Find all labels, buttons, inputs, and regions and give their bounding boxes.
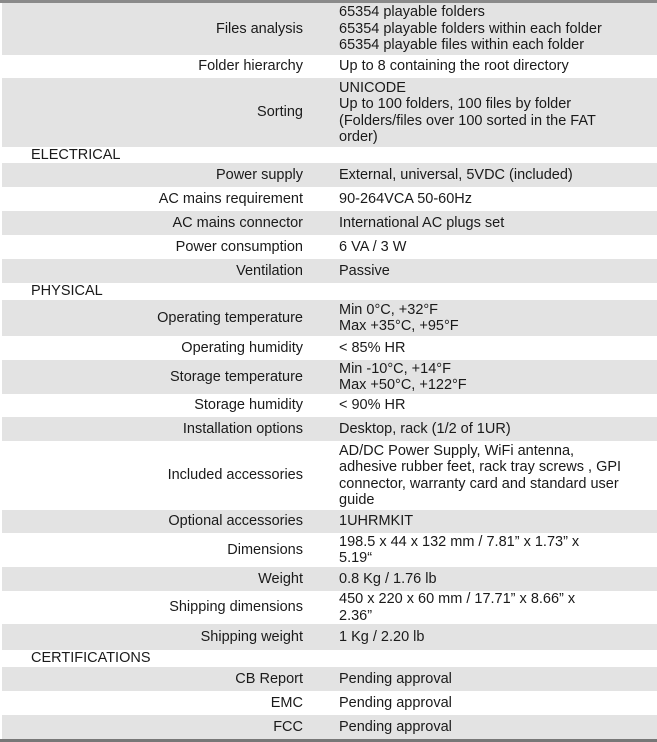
spec-label: Ventilation bbox=[236, 262, 303, 279]
spec-label: Folder hierarchy bbox=[198, 58, 303, 75]
spec-value bbox=[339, 4, 639, 54]
spec-value-line: Passive bbox=[339, 262, 390, 279]
spec-row bbox=[2, 55, 657, 78]
spec-label: AC mains requirement bbox=[158, 190, 303, 207]
spec-value-line: Max +35°C, +95°F bbox=[339, 318, 459, 334]
spec-label: Optional accessories bbox=[168, 513, 303, 530]
spec-value-line: 65354 playable folders within each folder bbox=[339, 20, 602, 37]
spec-value bbox=[339, 421, 639, 438]
spec-value-line: Min -10°C, +14°F bbox=[339, 360, 451, 377]
spec-row bbox=[2, 567, 657, 591]
spec-row bbox=[2, 591, 657, 624]
spec-row bbox=[2, 259, 657, 283]
spec-label: Dimensions bbox=[227, 541, 303, 558]
spec-value bbox=[339, 591, 639, 624]
spec-value-line: order) bbox=[339, 129, 378, 145]
spec-label: Installation options bbox=[182, 420, 303, 437]
spec-value-line: 2.36” bbox=[339, 607, 373, 624]
spec-value-line: Pending approval bbox=[339, 718, 452, 735]
spec-label: Shipping dimensions bbox=[169, 599, 303, 616]
spec-value-line: < 90% HR bbox=[339, 397, 406, 414]
spec-label: Power supply bbox=[215, 166, 303, 183]
spec-value-line: 1 Kg / 2.20 lb bbox=[339, 628, 425, 645]
spec-value-line: 65354 playable folders bbox=[339, 4, 485, 21]
spec-value-line: 6 VA / 3 W bbox=[339, 238, 407, 255]
spec-label: Weight bbox=[258, 570, 303, 587]
spec-label: FCC bbox=[273, 718, 303, 735]
spec-value bbox=[339, 719, 639, 736]
spec-value bbox=[339, 443, 639, 509]
section-header: CERTIFICATIONS bbox=[2, 650, 657, 667]
spec-row bbox=[2, 624, 657, 650]
spec-value bbox=[339, 671, 639, 688]
spec-label: Shipping weight bbox=[200, 628, 303, 645]
spec-value bbox=[339, 629, 639, 646]
spec-value bbox=[339, 361, 639, 394]
spec-value-line: UNICODE bbox=[339, 79, 406, 96]
spec-row bbox=[2, 211, 657, 235]
spec-value bbox=[339, 340, 639, 357]
spec-row bbox=[2, 187, 657, 211]
spec-row bbox=[2, 78, 657, 147]
spec-value bbox=[339, 302, 639, 335]
spec-row bbox=[2, 300, 657, 336]
spec-label: Files analysis bbox=[215, 20, 303, 37]
spec-label: Power consumption bbox=[175, 238, 303, 255]
spec-value-line: 90-264VCA 50-60Hz bbox=[339, 190, 472, 207]
spec-row bbox=[2, 441, 657, 510]
spec-value-line: Pending approval bbox=[339, 694, 452, 711]
spec-row bbox=[2, 235, 657, 259]
spec-row bbox=[2, 510, 657, 533]
spec-value bbox=[339, 571, 639, 588]
spec-label: Storage humidity bbox=[194, 397, 303, 414]
spec-value bbox=[339, 695, 639, 712]
spec-label: Operating humidity bbox=[181, 339, 303, 356]
spec-value-line: Pending approval bbox=[339, 670, 452, 687]
spec-value-line: 0.8 Kg / 1.76 lb bbox=[339, 570, 437, 587]
spec-value-line: connector, warranty card and standard user bbox=[339, 475, 619, 492]
spec-row bbox=[2, 3, 657, 55]
spec-value-line: Desktop, rack (1/2 of 1UR) bbox=[339, 420, 511, 437]
spec-value bbox=[339, 80, 639, 146]
spec-label: Operating temperature bbox=[157, 309, 303, 326]
spec-row bbox=[2, 360, 657, 394]
spec-label: AC mains connector bbox=[172, 214, 303, 231]
spec-value-line: 1UHRMKIT bbox=[339, 513, 414, 530]
spec-row bbox=[2, 715, 657, 739]
spec-value-line: (Folders/files over 100 sorted in the FAT bbox=[339, 112, 596, 129]
spec-value bbox=[339, 215, 639, 232]
spec-value-line: AD/DC Power Supply, WiFi antenna, bbox=[339, 442, 575, 459]
spec-label: CB Report bbox=[235, 670, 303, 687]
spec-table bbox=[2, 3, 657, 739]
spec-value-line: Up to 100 folders, 100 files by folder bbox=[339, 96, 572, 112]
spec-row bbox=[2, 336, 657, 360]
spec-label: Storage temperature bbox=[170, 368, 303, 385]
spec-value-line: 65354 playable files within each folder bbox=[339, 37, 585, 54]
spec-label: EMC bbox=[270, 694, 303, 711]
spec-value-line: < 85% HR bbox=[339, 339, 406, 356]
spec-row bbox=[2, 417, 657, 441]
spec-label: Sorting bbox=[257, 104, 303, 121]
spec-value-line: International AC plugs set bbox=[339, 214, 505, 231]
spec-row bbox=[2, 163, 657, 187]
spec-row bbox=[2, 667, 657, 691]
spec-value-line: 450 x 220 x 60 mm / 17.71” x 8.66” x bbox=[339, 591, 576, 607]
spec-value-line: guide bbox=[339, 492, 375, 508]
spec-value-line: 198.5 x 44 x 132 mm / 7.81” x 1.73” x bbox=[339, 533, 580, 550]
spec-value bbox=[339, 191, 639, 208]
spec-row bbox=[2, 394, 657, 417]
spec-value-line: Max +50°C, +122°F bbox=[339, 377, 467, 393]
section-header: ELECTRICAL bbox=[2, 147, 657, 163]
spec-value bbox=[339, 513, 639, 530]
spec-value-line: Min 0°C, +32°F bbox=[339, 301, 439, 318]
spec-value-line: External, universal, 5VDC (included) bbox=[339, 166, 573, 183]
spec-label: Included accessories bbox=[167, 467, 303, 484]
spec-row bbox=[2, 533, 657, 567]
spec-value bbox=[339, 534, 639, 567]
spec-value-line: adhesive rubber feet, rack tray screws , GPI bbox=[339, 459, 622, 475]
spec-row bbox=[2, 691, 657, 715]
spec-value bbox=[339, 397, 639, 414]
spec-value bbox=[339, 58, 639, 75]
spec-value bbox=[339, 167, 639, 184]
spec-value bbox=[339, 263, 639, 280]
spec-value-line: 5.19“ bbox=[339, 550, 373, 566]
spec-value-line: Up to 8 containing the root directory bbox=[339, 58, 569, 75]
spec-value bbox=[339, 239, 639, 256]
section-header: PHYSICAL bbox=[2, 283, 657, 300]
